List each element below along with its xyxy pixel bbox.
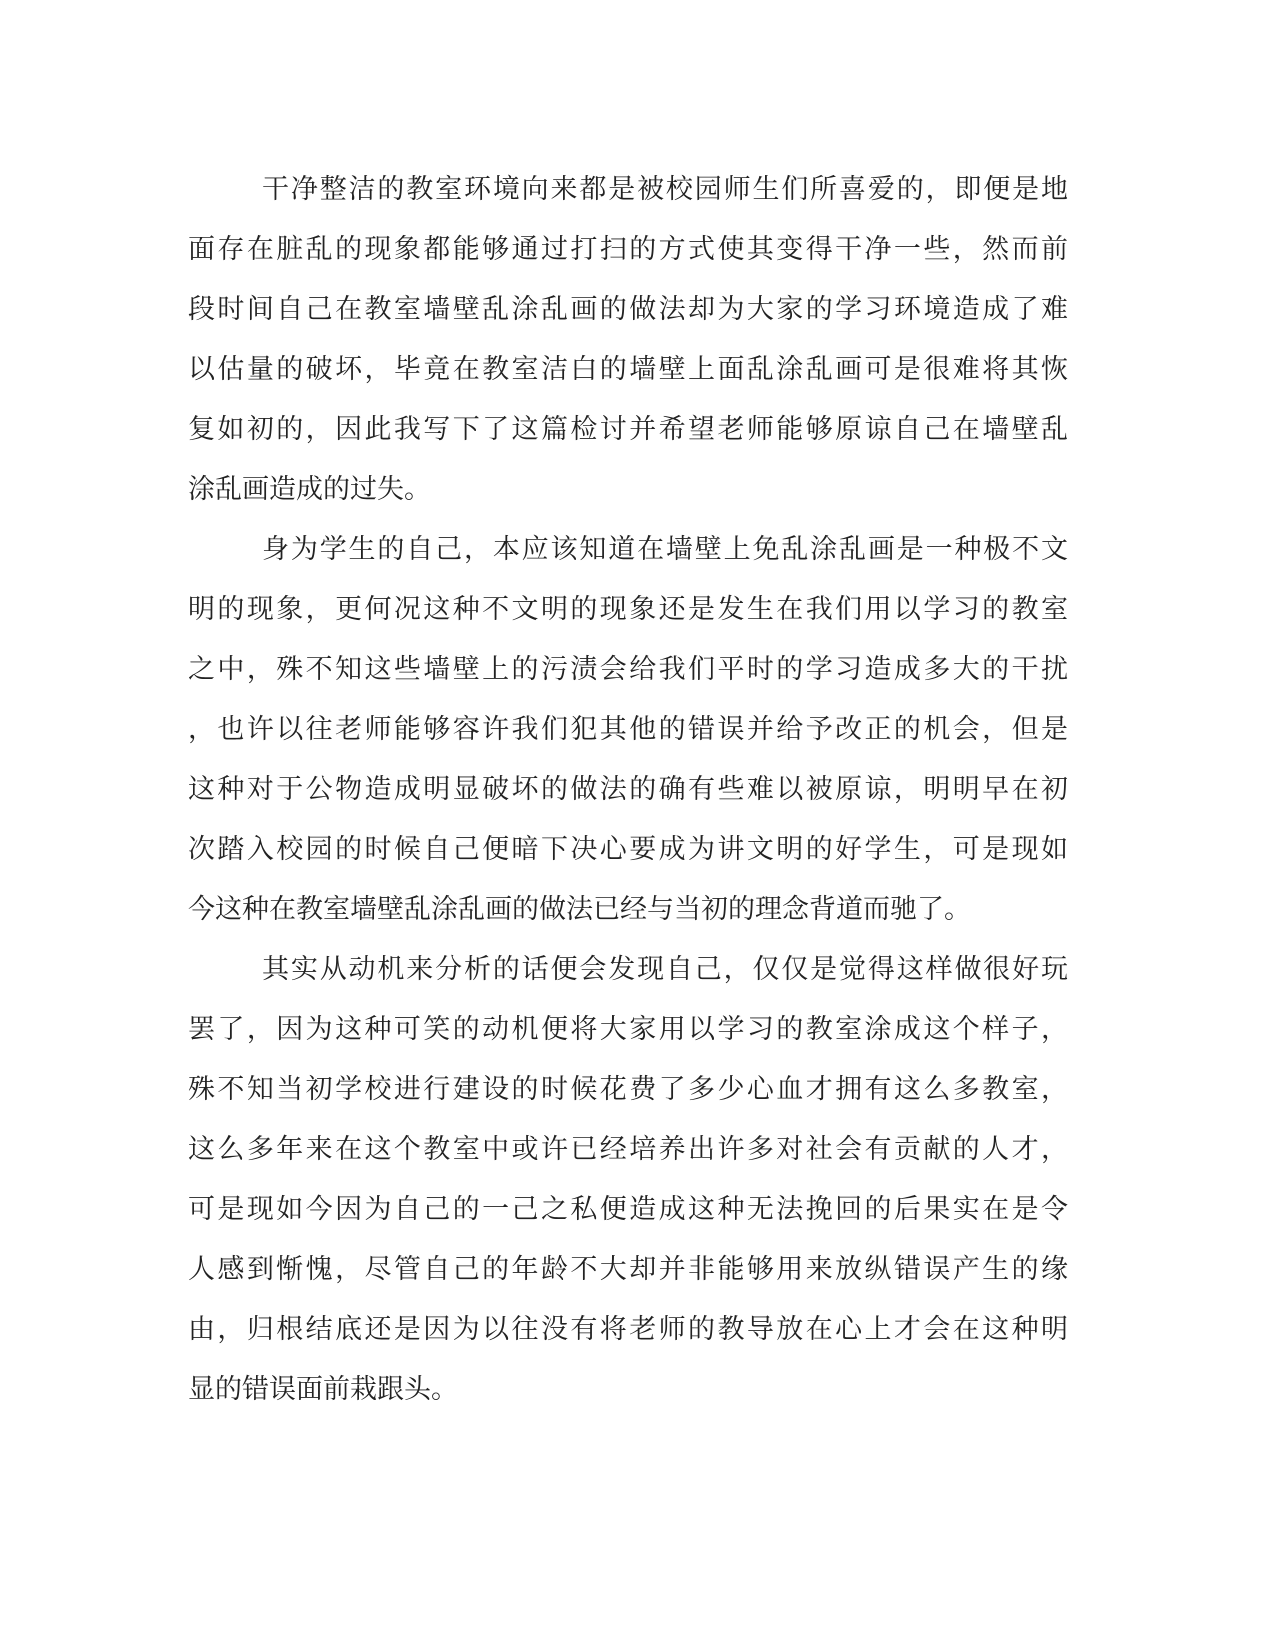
paragraph-line: 由，归根结底还是因为以往没有将老师的教导放在心上才会在这种明 <box>188 1314 1068 1345</box>
paragraph-line: 段时间自己在教室墙壁乱涂乱画的做法却为大家的学习环境造成了难 <box>188 294 1068 325</box>
document-body <box>188 160 1068 1420</box>
paragraph-line: 人感到惭愧，尽管自己的年龄不大却并非能够用来放纵错误产生的缘 <box>188 1254 1068 1285</box>
paragraph-line: 干净整洁的教室环境向来都是被校园师生们所喜爱的，即便是地 <box>262 174 1068 205</box>
paragraph-line: 身为学生的自己，本应该知道在墙壁上免乱涂乱画是一种极不文 <box>262 534 1068 565</box>
paragraph-1 <box>188 160 1068 520</box>
paragraph-line: 面存在脏乱的现象都能够通过打扫的方式使其变得干净一些，然而前 <box>188 234 1068 265</box>
paragraph-3 <box>188 940 1068 1420</box>
paragraph-line: 殊不知当初学校进行建设的时候花费了多少心血才拥有这么多教室， <box>188 1074 1068 1105</box>
paragraph-2 <box>188 520 1068 940</box>
paragraph-line: 可是现如今因为自己的一己之私便造成这种无法挽回的后果实在是令 <box>188 1194 1068 1225</box>
paragraph-line: 这么多年来在这个教室中或许已经培养出许多对社会有贡献的人才， <box>188 1134 1068 1165</box>
paragraph-line: 今这种在教室墙壁乱涂乱画的做法已经与当初的理念背道而驰了。 <box>188 894 971 925</box>
paragraph-line: 罢了，因为这种可笑的动机便将大家用以学习的教室涂成这个样子， <box>188 1014 1068 1045</box>
paragraph-line: 明的现象，更何况这种不文明的现象还是发生在我们用以学习的教室 <box>188 594 1068 625</box>
paragraph-line: 以估量的破坏，毕竟在教室洁白的墙壁上面乱涂乱画可是很难将其恢 <box>188 354 1068 385</box>
paragraph-line: 之中，殊不知这些墙壁上的污渍会给我们平时的学习造成多大的干扰 <box>188 654 1068 685</box>
paragraph-line: 其实从动机来分析的话便会发现自己，仅仅是觉得这样做很好玩 <box>262 954 1068 985</box>
paragraph-line: 复如初的，因此我写下了这篇检讨并希望老师能够原谅自己在墙壁乱 <box>188 414 1068 445</box>
paragraph-line: 次踏入校园的时候自己便暗下决心要成为讲文明的好学生，可是现如 <box>188 834 1068 865</box>
paragraph-line: 显的错误面前栽跟头。 <box>188 1374 458 1405</box>
paragraph-line: 涂乱画造成的过失。 <box>188 474 431 505</box>
paragraph-line: 这种对于公物造成明显破坏的做法的确有些难以被原谅，明明早在初 <box>188 774 1068 805</box>
paragraph-line: ，也许以往老师能够容许我们犯其他的错误并给予改正的机会，但是 <box>188 714 1068 745</box>
